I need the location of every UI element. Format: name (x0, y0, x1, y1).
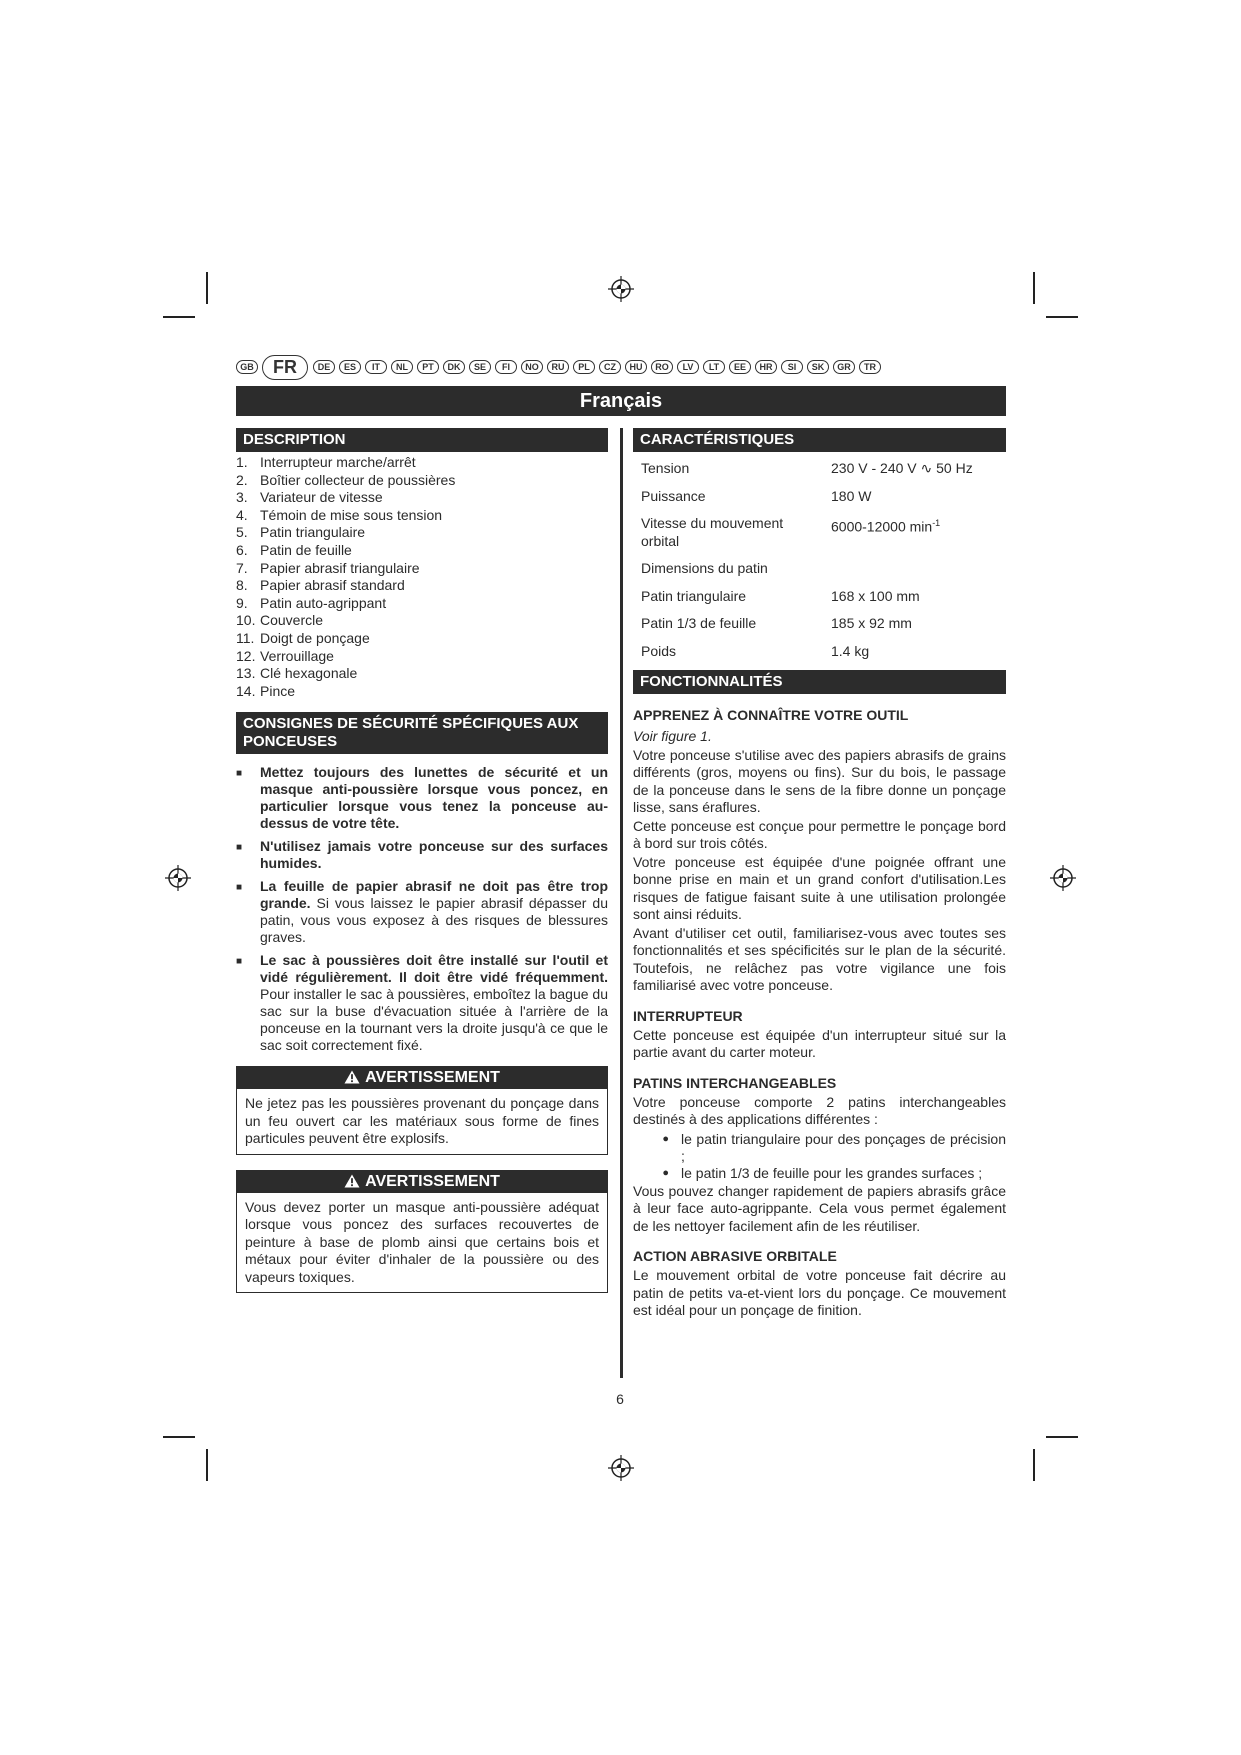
crop-mark (206, 272, 208, 304)
list-item (236, 595, 608, 613)
item-label: Papier abrasif triangulaire (260, 559, 420, 576)
specs-heading: CARACTÉRISTIQUES (633, 428, 1006, 452)
bullet-rest-text: Pour installer le sac à poussières, emboîtez la bague du sac sur la buse d'évacuation située à l'arrière de la ponceuse en la tournant vers la droite jusqu'à ce que le sac soit correctement fixé. (260, 986, 608, 1054)
bullet-icon: ■ (236, 956, 243, 968)
item-label: Verrouillage (260, 647, 334, 664)
spec-label: Puissance (641, 487, 706, 504)
left-column (236, 428, 608, 1293)
item-number: 6. (236, 541, 248, 558)
language-badge-tr[interactable]: TR (859, 360, 881, 374)
crop-mark (163, 316, 195, 318)
know-tool-paragraph: Cette ponceuse est conçue pour permettre le ponçage bord à bord sur trois côtés. (633, 817, 1006, 851)
bullet-text (260, 764, 608, 832)
safety-heading: CONSIGNES DE SÉCURITÉ SPÉCIFIQUES AUX PONCEUSES (236, 712, 608, 754)
bullet-text (260, 838, 608, 872)
spec-unit-exponent: -1 (932, 518, 941, 528)
spec-value-text: 6000-12000 min (831, 518, 933, 535)
language-badge-pl[interactable]: PL (573, 360, 595, 374)
item-number: 7. (236, 559, 248, 576)
bullet-rest-text: Si vous laissez le papier abrasif dépasser du patin, vous vous exposez à des risques de blessures graves. (260, 895, 608, 946)
list-item (236, 454, 608, 472)
table-row (633, 560, 1006, 588)
item-number: 10. (236, 612, 256, 629)
item-label: Boîtier collecteur de poussières (260, 471, 456, 488)
switch-text: Cette ponceuse est équipée d'un interrupteur situé sur la partie avant du carter moteur. (633, 1026, 1006, 1060)
item-label: Témoin de mise sous tension (260, 506, 443, 523)
spec-label: Dimensions du patin (641, 560, 768, 576)
bullet-bold-text: La feuille de papier abrasif ne doit pas être trop grande. (260, 878, 608, 912)
crop-mark (1046, 1436, 1078, 1438)
bullet-icon: ● (662, 1166, 669, 1179)
table-row (633, 515, 1006, 560)
language-badge-fr[interactable]: FR (262, 355, 308, 380)
table-row (633, 588, 1006, 616)
warning-title: AVERTISSEMENT (365, 1069, 500, 1087)
warning-triangle-icon (344, 1070, 360, 1084)
description-list (236, 454, 608, 700)
table-row (633, 460, 1006, 488)
item-number: 13. (236, 665, 256, 682)
language-badge-dk[interactable]: DK (443, 360, 465, 374)
item-number: 14. (236, 682, 256, 699)
know-tool-paragraph: Votre ponceuse est équipée d'une poignée offrant une bonne prise en main et un grand confort d'utilisation.Les risques de fatigue faisant suite à une utilisation prolongée sont ainsi réduits. (633, 853, 1006, 922)
switch-heading: INTERRUPTEUR (633, 1007, 743, 1024)
list-item (236, 648, 608, 666)
spec-value (823, 560, 1006, 588)
bullet-icon: ■ (236, 768, 243, 780)
spec-value-text: 180 W (831, 487, 872, 504)
language-badge-lt[interactable]: LT (703, 360, 725, 374)
list-item (236, 560, 608, 578)
list-item (236, 612, 608, 630)
warning-header (237, 1067, 607, 1089)
crop-mark (1033, 272, 1035, 304)
language-badge-gr[interactable]: GR (833, 360, 855, 374)
see-figure-note: Voir figure 1. (633, 728, 712, 744)
item-label: Interrupteur marche/arrêt (260, 454, 416, 470)
spec-value (823, 460, 1006, 488)
language-selector (236, 355, 1006, 379)
item-number: 12. (236, 647, 256, 664)
language-badge-pt[interactable]: PT (417, 360, 439, 374)
spec-value (823, 615, 1006, 643)
item-number: 3. (236, 489, 248, 506)
language-badge-si[interactable]: SI (781, 360, 803, 374)
spec-value-text: 1.4 kg (831, 642, 870, 659)
right-column (633, 428, 1006, 1320)
column-divider (620, 428, 623, 1378)
spec-value (823, 515, 1006, 560)
language-badge-gb[interactable]: GB (236, 360, 258, 374)
list-item (236, 952, 608, 1054)
item-number: 1. (236, 454, 248, 470)
item-number: 2. (236, 471, 248, 488)
table-row (633, 615, 1006, 643)
list-item (236, 489, 608, 507)
crop-mark (1046, 316, 1078, 318)
language-badge-hu[interactable]: HU (625, 360, 647, 374)
list-item (236, 630, 608, 648)
item-label: Couvercle (260, 612, 324, 629)
list-item (236, 542, 608, 560)
language-badge-ee[interactable]: EE (729, 360, 751, 374)
specs-table (633, 460, 1006, 670)
description-heading: DESCRIPTION (236, 428, 608, 452)
know-tool-paragraph: Votre ponceuse s'utilise avec des papiers abrasifs de grains différents (gros, moyens ou fins). Sur du bois, le passage de la ponceuse dans le sens de la fibre donne un ponçage lisse, sans éraflures. (633, 746, 1006, 815)
item-label: Patin triangulaire (260, 524, 366, 541)
bullet-icon: ● (662, 1132, 669, 1145)
spec-label: Vitesse du mouvement orbital (641, 515, 784, 549)
orbital-heading: ACTION ABRASIVE ORBITALE (633, 1248, 837, 1264)
warning-text: Ne jetez pas les poussières provenant du ponçage dans un feu ouvert car les matériaux sous forme de fines particules peuvent être explosifs. (245, 1095, 599, 1147)
bullet-icon: ■ (236, 882, 243, 894)
crop-mark (206, 1449, 208, 1481)
spec-value-text: 185 x 92 mm (831, 615, 912, 631)
item-label: Doigt de ponçage (260, 629, 370, 646)
item-label: Patin auto-agrippant (260, 594, 387, 611)
item-number: 11. (236, 629, 255, 646)
warning-text: Vous devez porter un masque anti-poussière adéquat lorsque vous poncez des surfaces recouvertes de peinture à base de plomb ainsi que certains bois et métaux pour éviter d'inhaler de la poussière ou des vapeurs toxiques. (245, 1198, 599, 1285)
orbital-text: Le mouvement orbital de votre ponceuse fait décrire au patin de petits va-et-vient lors du ponçage. Ce mouvement est idéal pour un ponçage de finition. (633, 1267, 1006, 1318)
item-number: 8. (236, 577, 248, 594)
spec-label: Patin triangulaire (641, 587, 747, 604)
features-heading: FONCTIONNALITÉS (633, 670, 1006, 694)
item-label: Papier abrasif standard (260, 577, 405, 594)
language-badge-hr[interactable]: HR (755, 360, 777, 374)
language-badge-ro[interactable]: RO (651, 360, 673, 374)
warning-box (236, 1170, 608, 1294)
item-label: Patin de feuille (260, 541, 352, 558)
list-item (236, 524, 608, 542)
item-label: Variateur de vitesse (260, 489, 383, 506)
bullet-text (260, 952, 608, 1054)
know-tool-heading: APPRENEZ À CONNAÎTRE VOTRE OUTIL (633, 707, 909, 723)
list-item (236, 665, 608, 683)
bullet-icon: ■ (236, 842, 243, 854)
crop-mark (1033, 1449, 1035, 1481)
language-badge-lv[interactable]: LV (677, 360, 699, 374)
table-row (633, 488, 1006, 516)
item-number: 9. (236, 594, 248, 611)
warning-triangle-icon (344, 1174, 360, 1188)
language-badge-it[interactable]: IT (365, 360, 387, 374)
language-badge-no[interactable]: NO (521, 360, 543, 374)
language-badge-sk[interactable]: SK (807, 360, 829, 374)
list-item (236, 507, 608, 525)
safety-list (236, 764, 608, 1054)
page-number: 6 (616, 1391, 624, 1407)
language-badge-ru[interactable]: RU (547, 360, 569, 374)
list-item: ● le patin triangulaire pour des ponçages de précision ; (633, 1131, 1006, 1165)
warning-title: AVERTISSEMENT (365, 1172, 500, 1190)
registration-mark-icon (1050, 865, 1076, 891)
list-item: ● le patin 1/3 de feuille pour les grandes surfaces ; (633, 1165, 1006, 1182)
spec-value (823, 643, 1006, 671)
registration-mark-icon (608, 1455, 634, 1481)
list-item (236, 838, 608, 872)
list-item (236, 764, 608, 832)
item-label: Pince (260, 682, 296, 699)
spec-value (823, 588, 1006, 616)
item-number: 4. (236, 506, 248, 523)
page-title: Français (236, 386, 1006, 416)
spec-value-text: 230 V - 240 V ∿ 50 Hz (831, 460, 973, 476)
pads-heading: PATINS INTERCHANGEABLES (633, 1074, 837, 1091)
table-row (633, 643, 1006, 671)
spec-value-text: 168 x 100 mm (831, 587, 920, 604)
list-item (236, 683, 608, 701)
item-number: 5. (236, 524, 248, 541)
registration-mark-icon (608, 276, 634, 302)
pads-list (633, 1131, 1006, 1182)
bullet-bold-text: Mettez toujours des lunettes de sécurité et un masque anti-poussière lorsque vous poncez, en particulier lorsque vous tenez la ponceuse au-dessus de votre tête. (260, 764, 608, 832)
language-badge-nl[interactable]: NL (391, 360, 413, 374)
bullet-bold-text: Le sac à poussières doit être installé sur l'outil et vidé régulièrement. Il doit être vidé fréquemment. (260, 952, 608, 986)
spec-label: Tension (641, 460, 690, 476)
bullet-text (260, 878, 608, 946)
language-badge-de[interactable]: DE (313, 360, 335, 374)
spec-label: Poids (641, 642, 677, 659)
spec-value (823, 488, 1006, 516)
pads-after-text: Vous pouvez changer rapidement de papiers abrasifs grâce à leur face auto-agrippante. Cela vous permet également de les nettoyer facilement afin de les réutiliser. (633, 1182, 1006, 1234)
list-item (236, 577, 608, 595)
language-badge-fi[interactable]: FI (495, 360, 517, 374)
item-label: Clé hexagonale (260, 665, 358, 682)
spec-label: Patin 1/3 de feuille (641, 615, 757, 631)
registration-mark-icon (165, 865, 191, 891)
bullet-bold-text: N'utilisez jamais votre ponceuse sur des surfaces humides. (260, 838, 608, 872)
pads-intro: Votre ponceuse comporte 2 patins interchangeables destinés à des applications différentes : (633, 1093, 1006, 1127)
know-tool-paragraph: Avant d'utiliser cet outil, familiarisez-vous avec toutes ses fonctionnalités et ses spécificités sur le plan de la sécurité. Toutefois, ne relâchez pas votre vigilance une fois familiarisé avec votre ponceuse. (633, 924, 1006, 993)
warning-header (237, 1171, 607, 1193)
language-badge-es[interactable]: ES (339, 360, 361, 374)
language-badge-se[interactable]: SE (469, 360, 491, 374)
crop-mark (163, 1436, 195, 1438)
warning-box (236, 1066, 608, 1155)
list-item (236, 472, 608, 490)
language-badge-cz[interactable]: CZ (599, 360, 621, 374)
list-item (236, 878, 608, 946)
